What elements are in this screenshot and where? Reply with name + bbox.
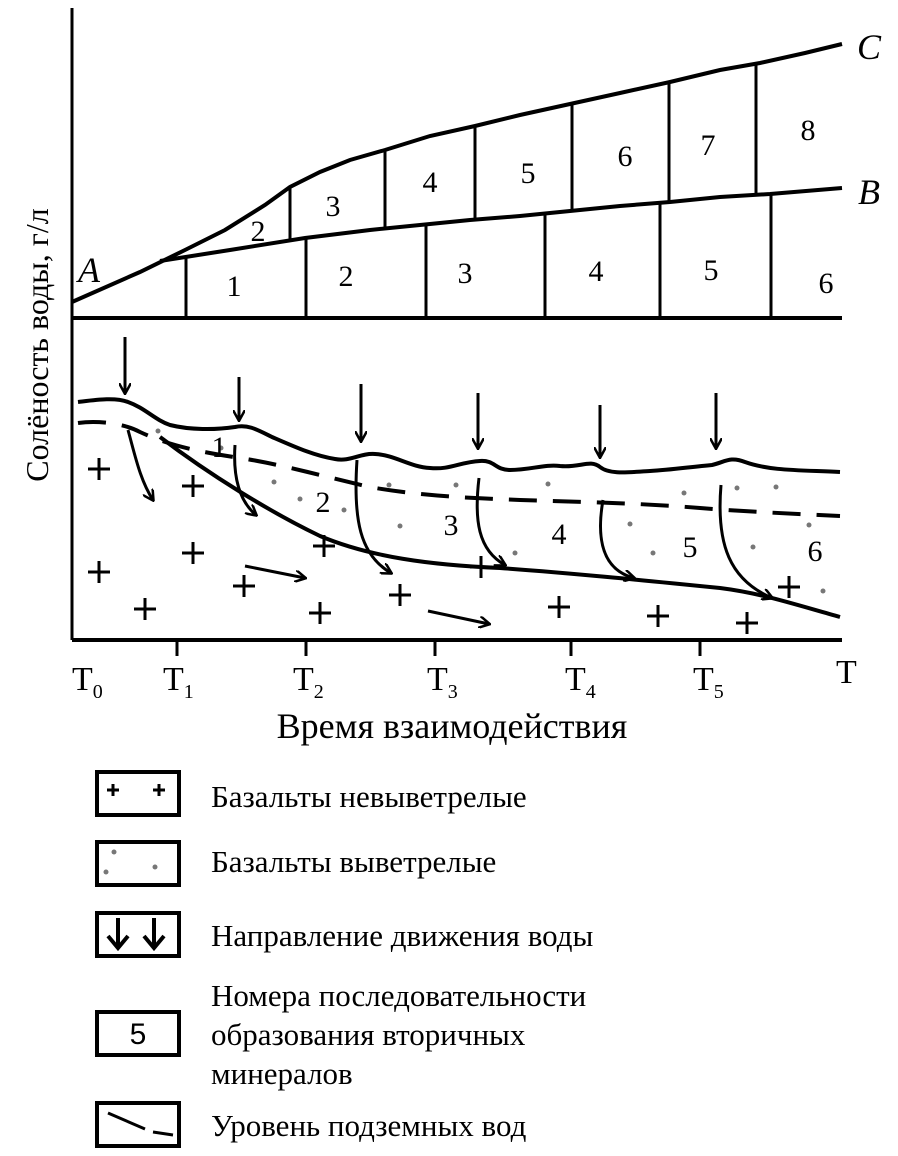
lower-band-numbers xyxy=(227,254,834,303)
legend-label: Номера последовательности xyxy=(211,978,587,1013)
flow-arrow-icon xyxy=(245,566,305,578)
lower-band-number: 5 xyxy=(703,254,719,287)
cross-icon xyxy=(107,784,165,796)
flow-arrow-icon xyxy=(720,485,772,598)
time-tick-label: $T_3$ xyxy=(427,661,458,703)
upper-band-numbers xyxy=(251,114,816,248)
flow-arrow-icon xyxy=(601,500,634,578)
legend-item-water-level xyxy=(97,1103,527,1146)
lower-band-number: 1 xyxy=(226,270,242,303)
time-tick-label: $T_1$ xyxy=(163,661,194,703)
arrows-swatch xyxy=(97,913,179,956)
x-axis-label: Время взаимодействия xyxy=(276,706,628,746)
legend-item-weathered xyxy=(97,842,496,885)
time-tick-label: $T_0$ xyxy=(72,661,103,703)
time-tick-label: T xyxy=(836,654,857,691)
time-tick-label: $T_2$ xyxy=(293,661,324,703)
lower-band-dividers xyxy=(186,195,771,318)
legend-label: Направление движения воды xyxy=(211,918,594,953)
down-arrow-icon xyxy=(144,918,164,948)
flow-arrow-icon xyxy=(477,478,505,565)
legend-item-unweathered xyxy=(97,772,527,815)
upper-band-number: 3 xyxy=(325,190,341,223)
crosses-swatch xyxy=(97,772,179,815)
flow-arrow-icon xyxy=(235,445,256,515)
legend xyxy=(97,772,593,1146)
legend-item-mineral-sequence xyxy=(97,978,586,1091)
y-axis-label: Солёность воды, г/л xyxy=(19,208,55,482)
profile-number: 4 xyxy=(551,518,567,551)
profile-number: 5 xyxy=(682,531,698,564)
upper-band-number: 2 xyxy=(250,215,266,248)
legend-item-water-direction xyxy=(97,913,593,956)
curve-label-b: B xyxy=(858,172,880,212)
time-tick-label: $T_4$ xyxy=(565,661,596,703)
upper-band-number: 6 xyxy=(617,140,633,173)
profile-number: 6 xyxy=(807,535,823,568)
water-table-line xyxy=(78,422,840,516)
legend-label: минералов xyxy=(211,1056,353,1091)
profile-number: 3 xyxy=(443,509,459,542)
legend-label: Базальты выветрелые xyxy=(211,844,497,879)
flow-arrow-icon xyxy=(128,430,153,500)
lower-band-number: 4 xyxy=(588,255,604,288)
dot-icon xyxy=(112,850,117,855)
dots-swatch xyxy=(97,842,179,885)
dot-icon xyxy=(104,870,109,875)
water-level-icon xyxy=(108,1113,173,1135)
weathering-profile xyxy=(78,337,840,634)
time-axis-ticks xyxy=(177,640,700,656)
legend-label: образования вторичных xyxy=(211,1017,526,1052)
profile-number: 2 xyxy=(315,486,331,519)
time-tick-labels xyxy=(72,654,857,703)
lower-band-number: 6 xyxy=(818,267,834,300)
curve-label-c: C xyxy=(857,27,882,67)
number-swatch-text: 5 xyxy=(129,1018,147,1051)
legend-label: Уровень подземных вод xyxy=(211,1108,527,1143)
upper-band-number: 5 xyxy=(520,157,536,190)
upper-band-dividers xyxy=(290,63,756,240)
time-axis xyxy=(72,640,857,746)
curve-labels xyxy=(76,27,882,290)
lower-band-number: 3 xyxy=(457,257,473,290)
dot-icon xyxy=(153,865,158,870)
upper-band-number: 4 xyxy=(422,166,438,199)
legend-label: Базальты невыветрелые xyxy=(211,779,527,814)
curve-label-a: A xyxy=(78,250,100,290)
lower-band-number: 2 xyxy=(338,260,354,293)
upper-band-number: 8 xyxy=(800,114,816,147)
profile-number: 1 xyxy=(211,431,227,464)
upper-band-number: 7 xyxy=(700,129,716,162)
flow-arrow-icon xyxy=(428,611,489,624)
time-tick-label: $T_5$ xyxy=(693,661,724,703)
weathering-front-line xyxy=(160,437,840,617)
down-arrow-icon xyxy=(108,918,128,948)
